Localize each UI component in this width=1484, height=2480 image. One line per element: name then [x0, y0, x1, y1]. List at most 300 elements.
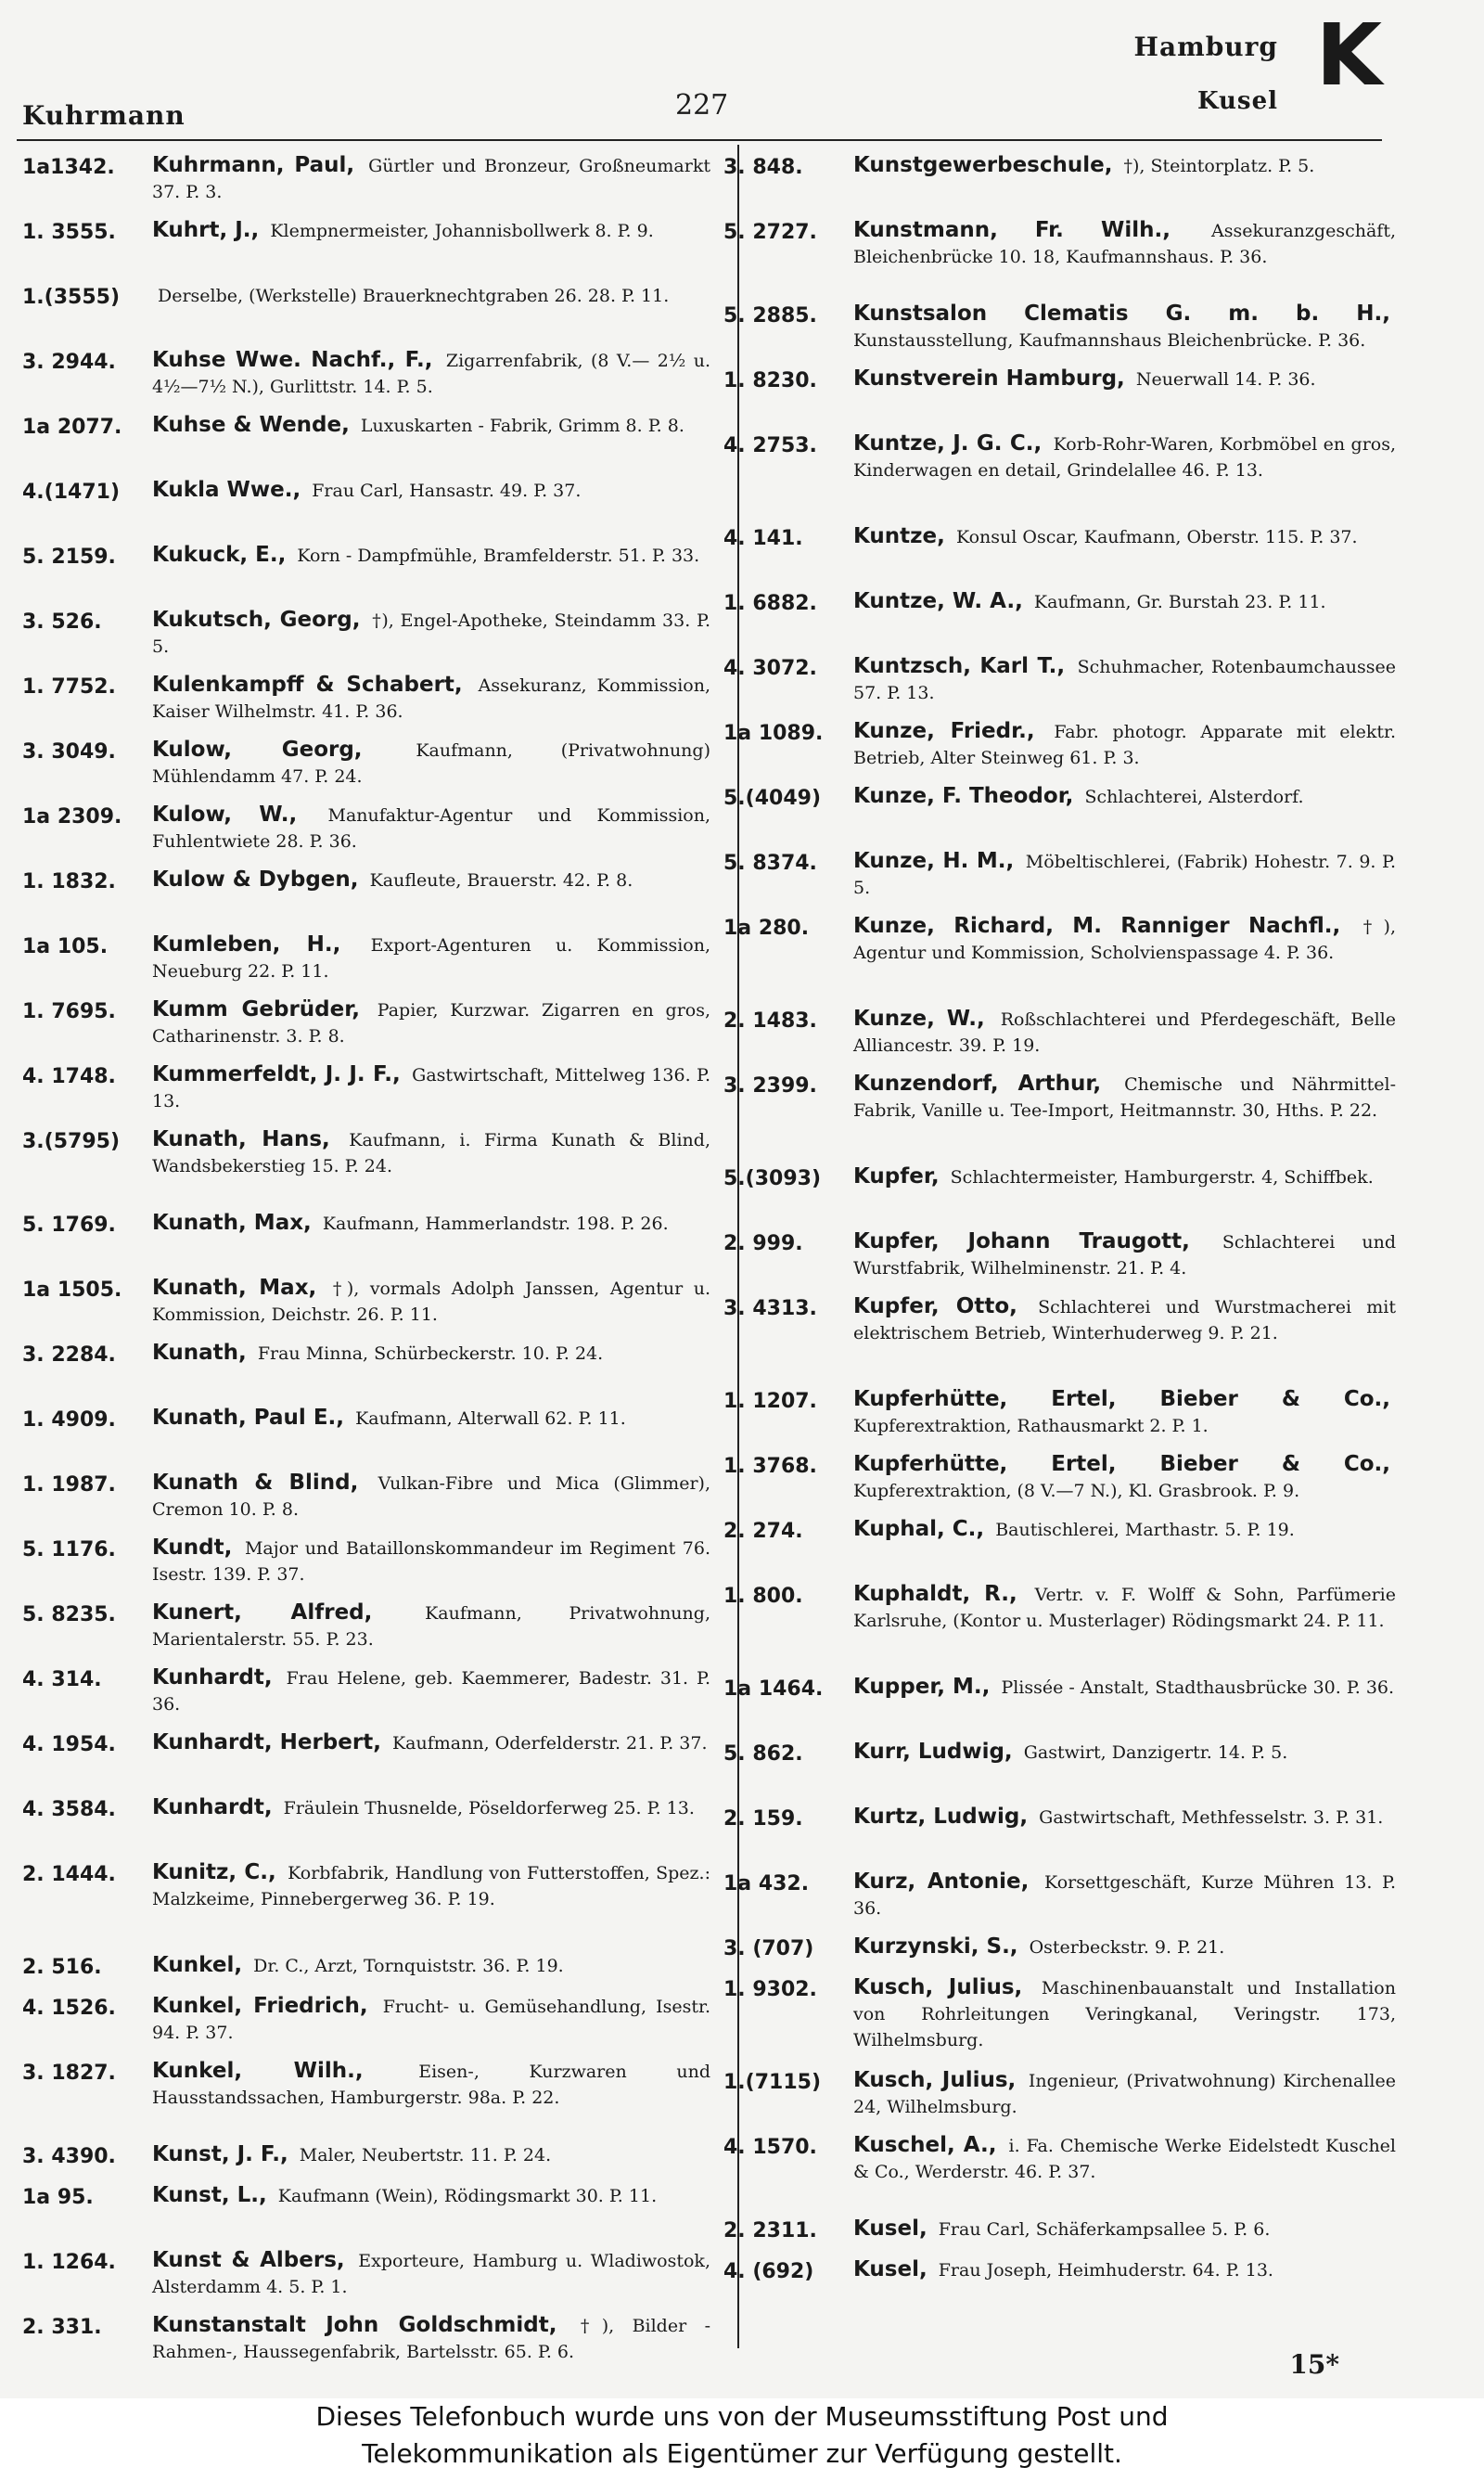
directory-entry: [22, 605, 710, 670]
entry-text: [152, 1663, 710, 1728]
phone-number: 4. 3072.: [723, 657, 817, 680]
entry-text: [152, 1950, 710, 1991]
entry-text: [853, 1802, 1396, 1867]
entry-text: [853, 429, 1396, 521]
phone-number: 1. 7752.: [22, 675, 116, 699]
subscriber-name: Kupferhütte, Ertel, Bieber & Co.,: [853, 1387, 1390, 1411]
directory-entry: [723, 2130, 1396, 2214]
subscriber-name: Kunath, Max,: [152, 1211, 312, 1235]
directory-entry: [22, 215, 710, 280]
entry-text: [853, 651, 1396, 716]
subscriber-name: Kulow & Dybgen,: [152, 867, 359, 892]
phone-number: 4. 1570.: [723, 2136, 817, 2159]
entry-text: [152, 1991, 710, 2056]
directory-entry: [22, 1598, 710, 1663]
subscriber-details: Eisen-, Kurzwaren und Hausstandssachen, Hamburgerstr. 98a. P. 22.: [152, 2062, 710, 2108]
subscriber-name: Kumm Gebrüder,: [152, 997, 360, 1022]
directory-entry: [22, 540, 710, 605]
subscriber-name: Kunhardt,: [152, 1665, 273, 1690]
subscriber-details: Kaufmann (Wein), Rödingsmarkt 30. P. 11.: [277, 2186, 658, 2206]
phone-number: 3. (707): [723, 1937, 814, 1960]
directory-entry: [22, 150, 710, 215]
subscriber-details: Kaufmann, Gr. Burstah 23. P. 11.: [1033, 592, 1326, 612]
subscriber-details: Zigarrenfabrik, (8 V.— 2½ u. 4½—7½ N.), Gurlittstr. 14. P. 5.: [152, 351, 710, 397]
directory-entry: [723, 215, 1396, 299]
entry-text: [853, 781, 1396, 846]
subscriber-name: Kuhrmann, Paul,: [152, 153, 355, 177]
notice-line-2: Telekommunikation als Eigentümer zur Verfügung gestellt.: [362, 2438, 1122, 2469]
entry-text: [853, 2130, 1396, 2214]
directory-entry: [723, 1004, 1396, 1069]
subscriber-name: Kunstgewerbeschule,: [853, 153, 1113, 177]
phone-number: 5.(3093): [723, 1167, 822, 1190]
entry-text: [853, 215, 1396, 299]
subscriber-details: Frau Minna, Schürbeckerstr. 10. P. 24.: [257, 1343, 604, 1364]
subscriber-name: Kunhardt, Herbert,: [152, 1730, 381, 1754]
subscriber-name: Kunstverein Hamburg,: [853, 366, 1125, 391]
entry-text: [853, 1932, 1396, 1972]
entry-text: [152, 1857, 710, 1950]
entry-text: [853, 521, 1396, 586]
entry-text: [853, 1227, 1396, 1291]
subscriber-details: †), Steintorplatz. P. 5.: [1123, 156, 1315, 176]
subscriber-details: Gastwirtschaft, Methfesselstr. 3. P. 31.: [1039, 1807, 1384, 1828]
phone-number: 1. 8230.: [723, 369, 817, 392]
directory-entry: [22, 735, 710, 800]
subscriber-name: Kunst & Albers,: [152, 2248, 345, 2272]
subscriber-name: Kunath,: [152, 1341, 247, 1365]
subscriber-name: Kupper, M.,: [853, 1675, 991, 1699]
phone-number: 1a 2077.: [22, 416, 122, 439]
subscriber-name: Kunze, Friedr.,: [853, 719, 1035, 743]
subscriber-name: Kunath, Max,: [152, 1276, 317, 1300]
subscriber-name: Kukutsch, Georg,: [152, 608, 361, 632]
entry-text: [152, 2310, 710, 2403]
phone-number: 4. 1526.: [22, 1997, 116, 2020]
entry-text: [853, 1972, 1396, 2065]
directory-entry: [22, 800, 710, 865]
subscriber-details: Chemische und Nährmittel-Fabrik, Vanille u. Tee-Import, Heitmannstr. 30, Hths. P. 22.: [853, 1074, 1396, 1121]
entry-text: [152, 1273, 710, 1338]
phone-number: 3. 1827.: [22, 2062, 116, 2085]
directory-entry: [723, 299, 1396, 364]
subscriber-details: †), vormals Adolph Janssen, Agentur u. Kommission, Deichstr. 26. P. 11.: [152, 1279, 710, 1325]
section-letter: K: [1315, 6, 1382, 105]
subscriber-details: Export-Agenturen u. Kommission, Neueburg 22. P. 11.: [152, 935, 710, 982]
phone-number: 1. 800.: [723, 1585, 803, 1608]
subscriber-name: Kusel,: [853, 2257, 928, 2281]
entry-text: [853, 2214, 1396, 2255]
phone-number: 2. 999.: [723, 1232, 803, 1255]
directory-entry: [723, 846, 1396, 911]
entry-text: [152, 1208, 710, 1273]
phone-number: 1. 1207.: [723, 1390, 817, 1413]
subscriber-details: Major und Bataillonskommandeur im Regiment 76. Isestr. 139. P. 37.: [152, 1538, 710, 1585]
phone-number: 1a 2309.: [22, 805, 122, 829]
phone-number: 4. 3584.: [22, 1798, 116, 1821]
subscriber-name: Kusch, Julius,: [853, 1975, 1023, 1999]
phone-number: 5. 1176.: [22, 1538, 116, 1561]
subscriber-name: Kunath & Blind,: [152, 1471, 359, 1495]
subscriber-details: Korb-Rohr-Waren, Korbmöbel en gros, Kinderwagen en detail, Grindelallee 46. P. 13.: [853, 434, 1396, 481]
phone-number: 1a1342.: [22, 156, 115, 179]
phone-number: 1. 3768.: [723, 1455, 817, 1478]
directory-entry: [22, 345, 710, 410]
entry-text: [152, 1060, 710, 1124]
phone-number: 1. 1264.: [22, 2251, 116, 2274]
subscriber-name: Kukuck, E.,: [152, 543, 287, 567]
page-number: 227: [675, 89, 729, 122]
ownership-notice: [0, 2398, 1484, 2480]
phone-number: 2. 516.: [22, 1956, 102, 1979]
directory-entry: [723, 2255, 1396, 2319]
subscriber-name: Kurtz, Ludwig,: [853, 1805, 1029, 1829]
phone-number: 3. 4313.: [723, 1297, 817, 1320]
subscriber-details: Schuhmacher, Rotenbaumchaussee 57. P. 13.: [853, 657, 1396, 703]
entry-text: [853, 911, 1396, 1004]
entry-text: [853, 846, 1396, 911]
subscriber-details: Gastwirt, Danzigertr. 14. P. 5.: [1023, 1742, 1288, 1763]
entry-text: [152, 735, 710, 800]
subscriber-details: Kaufmann, Privatwohnung, Marientalerstr. 55. P. 23.: [152, 1603, 710, 1650]
subscriber-details: Frau Carl, Hansastr. 49. P. 37.: [312, 481, 582, 501]
right-column: [723, 150, 1396, 2319]
subscriber-details: Kaufleute, Brauerstr. 42. P. 8.: [369, 870, 633, 891]
subscriber-details: Maler, Neubertstr. 11. P. 24.: [299, 2145, 552, 2165]
subscriber-name: Kundt,: [152, 1536, 233, 1560]
subscriber-name: Kusel,: [853, 2217, 928, 2241]
phone-number: 1. 6882.: [723, 592, 817, 615]
directory-entry: [22, 410, 710, 475]
directory-entry: [723, 716, 1396, 781]
subscriber-details: Osterbeckstr. 9. P. 21.: [1029, 1937, 1225, 1958]
phone-number: 5. 2885.: [723, 304, 817, 328]
entry-text: [152, 930, 710, 995]
subscriber-details: Gürtler und Bronzeur, Großneumarkt 37. P. 3.: [152, 156, 710, 202]
entry-text: [853, 1162, 1396, 1227]
subscriber-name: Kuschel, A.,: [853, 2133, 997, 2157]
directory-entry: [723, 1672, 1396, 1737]
entry-text: [853, 1579, 1396, 1672]
directory-entry: [723, 1802, 1396, 1867]
entry-text: [152, 995, 710, 1060]
subscriber-details: Kaufmann, Hammerlandstr. 198. P. 26.: [322, 1214, 669, 1234]
entry-text: [853, 1867, 1396, 1932]
phone-number: 2. 331.: [22, 2316, 102, 2339]
directory-entry: [22, 1060, 710, 1124]
subscriber-name: Kuphal, C.,: [853, 1517, 985, 1541]
subscriber-details: Fabr. photogr. Apparate mit elektr. Betrieb, Alter Steinweg 61. P. 3.: [853, 722, 1396, 768]
directory-entry: [723, 521, 1396, 586]
subscriber-name: Kunst, L.,: [152, 2183, 267, 2207]
directory-entry: [22, 1663, 710, 1728]
phone-number: 1a 1505.: [22, 1279, 122, 1302]
entry-text: [152, 1533, 710, 1598]
left-column: [22, 150, 710, 2403]
subscriber-details: Maschinenbauanstalt und Installation von Rohrleitungen Veringkanal, Veringstr. 173, Wilhelmsburg.: [853, 1978, 1396, 2050]
subscriber-name: Kukla Wwe.,: [152, 478, 301, 502]
running-head-city: Hamburg: [1133, 32, 1278, 62]
entry-text: [853, 1069, 1396, 1162]
entry-text: [853, 299, 1396, 364]
phone-number: 1. 4909.: [22, 1408, 116, 1432]
subscriber-details: Frau Carl, Schäferkampsallee 5. P. 6.: [938, 2219, 1271, 2240]
entry-text: [853, 2255, 1396, 2319]
directory-entry: [22, 2310, 710, 2403]
entry-text: [853, 1672, 1396, 1737]
subscriber-name: Kuphaldt, R.,: [853, 1582, 1017, 1606]
subscriber-details: Schlachtermeister, Hamburgerstr. 4, Schiffbek.: [950, 1167, 1374, 1188]
directory-entry: [723, 1737, 1396, 1802]
phone-number: 1.(7115): [723, 2071, 822, 2094]
phone-number: 5. 1769.: [22, 1214, 116, 1237]
subscriber-name: Kunath, Hans,: [152, 1127, 330, 1151]
entry-text: [152, 800, 710, 865]
subscriber-details: Neuerwall 14. P. 36.: [1135, 369, 1316, 390]
directory-entry: [723, 1932, 1396, 1972]
directory-entry: [22, 1991, 710, 2056]
subscriber-details: Kaufmann, Alterwall 62. P. 11.: [355, 1408, 626, 1429]
subscriber-details: Korsettgeschäft, Kurze Mühren 13. P. 36.: [853, 1872, 1396, 1919]
phone-number: 4. 1748.: [22, 1065, 116, 1088]
subscriber-name: Kulow, Georg,: [152, 738, 363, 762]
directory-entry: [22, 1533, 710, 1598]
entry-text: [853, 1291, 1396, 1384]
entry-text: [853, 1004, 1396, 1069]
subscriber-name: Kupfer,: [853, 1164, 940, 1189]
subscriber-name: Kunze, F. Theodor,: [853, 784, 1074, 808]
directory-entry: [22, 995, 710, 1060]
header-rule: [17, 139, 1382, 141]
subscriber-name: Kupfer, Johann Traugott,: [853, 1229, 1190, 1253]
entry-text: [152, 2139, 710, 2180]
directory-entry: [22, 865, 710, 930]
subscriber-name: Kunhardt,: [152, 1795, 273, 1819]
subscriber-details: Kaufmann, Oderfelderstr. 21. P. 37.: [391, 1733, 708, 1754]
subscriber-name: Kunkel, Friedrich,: [152, 1994, 368, 2018]
subscriber-details: Manufaktur-Agentur und Kommission, Fuhlentwiete 28. P. 36.: [152, 805, 710, 852]
entry-text: [853, 1514, 1396, 1579]
subscriber-details: Vulkan-Fibre und Mica (Glimmer), Cremon 10. P. 8.: [152, 1473, 710, 1520]
directory-entry: [22, 930, 710, 995]
directory-entry: [723, 1227, 1396, 1291]
phone-number: 1. 9302.: [723, 1978, 817, 2001]
directory-entry: [723, 1867, 1396, 1932]
subscriber-details: Dr. C., Arzt, Tornquiststr. 36. P. 19.: [253, 1956, 564, 1976]
running-head-left: Kuhrmann: [22, 100, 186, 131]
entry-text: [152, 280, 710, 345]
subscriber-name: Kunath, Paul E.,: [152, 1406, 345, 1430]
directory-entry: [723, 2214, 1396, 2255]
subscriber-details: †), Engel-Apotheke, Steindamm 33. P. 5.: [152, 610, 710, 657]
entry-text: [152, 410, 710, 475]
phone-number: 3. 2284.: [22, 1343, 116, 1367]
subscriber-details: †), Agentur und Kommission, Scholvienspassage 4. P. 36.: [853, 917, 1396, 963]
phone-number: 1a 1464.: [723, 1677, 824, 1701]
subscriber-details: Assekuranz, Kommission, Kaiser Wilhelmstr. 41. P. 36.: [152, 675, 710, 722]
subscriber-name: Kurzynski, S.,: [853, 1934, 1018, 1959]
subscriber-name: Kunze, H. M.,: [853, 849, 1015, 873]
subscriber-details: Fräulein Thusnelde, Pöseldorferweg 25. P. 13.: [283, 1798, 695, 1818]
entry-text: [152, 605, 710, 670]
subscriber-details: Derselbe, (Werkstelle) Brauerknechtgraben 26. 28. P. 11.: [158, 286, 670, 306]
subscriber-details: Konsul Oscar, Kaufmann, Oberstr. 115. P. 37.: [955, 527, 1358, 547]
directory-entry: [22, 2056, 710, 2139]
entry-text: [853, 716, 1396, 781]
subscriber-name: Kummerfeldt, J. J. F.,: [152, 1062, 401, 1086]
subscriber-details: Schlachterei und Wurstfabrik, Wilhelminenstr. 21. P. 4.: [853, 1232, 1396, 1279]
phone-number: 1a 105.: [22, 935, 109, 958]
subscriber-name: Kunst, J. F.,: [152, 2142, 288, 2166]
directory-entry: [22, 1857, 710, 1950]
subscriber-details: Luxuskarten - Fabrik, Grimm 8. P. 8.: [360, 416, 684, 436]
directory-entry: [22, 2139, 710, 2180]
entry-text: [152, 1338, 710, 1403]
subscriber-name: Kuhse & Wende,: [152, 413, 350, 437]
subscriber-details: Klempnermeister, Johannisbollwerk 8. P. 9.: [270, 221, 654, 241]
entry-text: [853, 1384, 1396, 1449]
entry-text: [152, 150, 710, 215]
subscriber-name: Kuntzsch, Karl T.,: [853, 654, 1066, 678]
subscriber-name: Kuhse Wwe. Nachf., F.,: [152, 348, 433, 372]
directory-entry: [723, 2065, 1396, 2130]
subscriber-details: Kaufmann, i. Firma Kunath & Blind, Wandsbekerstieg 15. P. 24.: [152, 1130, 710, 1176]
subscriber-details: Vertr. v. F. Wolff & Sohn, Parfümerie Karlsruhe, (Kontor u. Musterlager) Rödingsmarkt 24. P. 11.: [853, 1585, 1396, 1631]
directory-entry: [723, 429, 1396, 521]
entry-text: [152, 1468, 710, 1533]
subscriber-name: Kupferhütte, Ertel, Bieber & Co.,: [853, 1452, 1390, 1476]
phone-number: 1a 432.: [723, 1872, 810, 1895]
directory-entry: [723, 586, 1396, 651]
phone-number: 1. 1832.: [22, 870, 116, 893]
directory-entry: [723, 1972, 1396, 2065]
directory-entry: [22, 1403, 710, 1468]
phone-number: 3. 2399.: [723, 1074, 817, 1098]
subscriber-details: Kupferextraktion, Rathausmarkt 2. P. 1.: [853, 1416, 1209, 1436]
subscriber-name: Kunze, W.,: [853, 1007, 985, 1031]
directory-entry: [22, 670, 710, 735]
phone-number: 4. 141.: [723, 527, 803, 550]
subscriber-name: Kurz, Antonie,: [853, 1870, 1030, 1894]
subscriber-name: Kulow, W.,: [152, 803, 298, 827]
directory-entry: [723, 781, 1396, 846]
subscriber-name: Kuntze, W. A.,: [853, 589, 1023, 613]
subscriber-details: Schlachterei und Wurstmacherei mit elektrischem Betrieb, Winterhuderweg 9. P. 21.: [853, 1297, 1396, 1343]
directory-entry: [723, 1162, 1396, 1227]
directory-entry: [22, 1468, 710, 1533]
directory-entry: [22, 1338, 710, 1403]
subscriber-details: Frau Helene, geb. Kaemmerer, Badestr. 31. P. 36.: [152, 1668, 710, 1715]
subscriber-details: Assekuranzgeschäft, Bleichenbrücke 10. 18, Kaufmannshaus. P. 36.: [853, 221, 1396, 267]
subscriber-details: Schlachterei, Alsterdorf.: [1084, 787, 1304, 807]
subscriber-name: Kunert, Alfred,: [152, 1600, 373, 1625]
subscriber-details: Korbfabrik, Handlung von Futterstoffen, Spez.: Malzkeime, Pinnebergerweg 36. P. 19.: [152, 1863, 710, 1909]
directory-entry: [723, 911, 1396, 1004]
phone-number: 5. 8374.: [723, 852, 817, 875]
directory-entry: [22, 475, 710, 540]
directory-entry: [22, 1124, 710, 1208]
subscriber-details: Frucht- u. Gemüsehandlung, Isestr. 94. P. 37.: [152, 1997, 710, 2043]
phone-number: 3.(5795): [22, 1130, 121, 1153]
phone-number: 1a 95.: [22, 2186, 94, 2209]
directory-entry: [723, 150, 1396, 215]
subscriber-details: i. Fa. Chemische Werke Eidelstedt Kuschel & Co., Werderstr. 46. P. 37.: [853, 2136, 1396, 2182]
directory-entry: [723, 1291, 1396, 1384]
phone-number: 1. 3555.: [22, 221, 116, 244]
subscriber-name: Kurr, Ludwig,: [853, 1740, 1013, 1764]
subscriber-details: Kupferextraktion, (8 V.—7 N.), Kl. Grasbrook. P. 9.: [853, 1481, 1300, 1501]
phone-number: 3. 3049.: [22, 740, 116, 764]
subscriber-name: Kunitz, C.,: [152, 1860, 276, 1884]
directory-entry: [723, 1449, 1396, 1514]
phone-number: 2. 1444.: [22, 1863, 116, 1886]
subscriber-details: Papier, Kurzwar. Zigarren en gros, Catharinenstr. 3. P. 8.: [152, 1000, 710, 1047]
directory-entry: [723, 1069, 1396, 1162]
phone-number: 2. 159.: [723, 1807, 803, 1831]
directory-entry: [22, 1728, 710, 1793]
entry-text: [152, 1793, 710, 1857]
phone-number: 5. 2727.: [723, 221, 817, 244]
phone-number: 5. 862.: [723, 1742, 803, 1766]
entry-text: [152, 1598, 710, 1663]
phone-number: 3. 4390.: [22, 2145, 116, 2168]
directory-entry: [723, 1514, 1396, 1579]
subscriber-details: Korn - Dampfmühle, Bramfelderstr. 51. P. 33.: [297, 546, 700, 566]
directory-entry: [723, 651, 1396, 716]
subscriber-details: Bautischlerei, Marthastr. 5. P. 19.: [995, 1520, 1295, 1540]
subscriber-details: †), Bilder - Rahmen-, Haussegenfabrik, Bartelsstr. 65. P. 6.: [152, 2316, 710, 2362]
entry-text: [152, 215, 710, 280]
entry-text: [152, 2180, 710, 2245]
phone-number: 5. 2159.: [22, 546, 116, 569]
subscriber-details: Kunstausstellung, Kaufmannshaus Bleichenbrücke. P. 36.: [853, 330, 1366, 351]
phone-number: 5. 8235.: [22, 1603, 116, 1626]
subscriber-name: Kunkel, Wilh.,: [152, 2059, 364, 2083]
subscriber-name: Kusch, Julius,: [853, 2068, 1017, 2092]
subscriber-details: Plissée - Anstalt, Stadthausbrücke 30. P. 36.: [1001, 1677, 1395, 1698]
phone-number: 2. 274.: [723, 1520, 803, 1543]
entry-text: [152, 2056, 710, 2139]
subscriber-details: Gastwirtschaft, Mittelweg 136. P. 13.: [152, 1065, 710, 1112]
phone-number: 4. (692): [723, 2260, 814, 2283]
subscriber-name: Kuntze, J. G. C.,: [853, 431, 1043, 456]
subscriber-details: Kaufmann, (Privatwohnung) Mühlendamm 47. P. 24.: [152, 740, 710, 787]
phone-number: 3. 2944.: [22, 351, 116, 374]
entry-text: [152, 865, 710, 930]
phone-number: 3. 526.: [22, 610, 102, 634]
phone-number: 1. 1987.: [22, 1473, 116, 1497]
directory-entry: [22, 1273, 710, 1338]
entry-text: [152, 2245, 710, 2310]
subscriber-details: Roßschlachterei und Pferdegeschäft, Belle Alliancestr. 39. P. 19.: [853, 1009, 1396, 1056]
subscriber-details: Möbeltischlerei, (Fabrik) Hohestr. 7. 9. P. 5.: [853, 852, 1396, 898]
entry-text: [152, 670, 710, 735]
subscriber-name: Kunzendorf, Arthur,: [853, 1072, 1102, 1096]
phone-number: 2. 2311.: [723, 2219, 817, 2242]
phone-number: 4. 1954.: [22, 1733, 116, 1756]
phone-number: 1. 7695.: [22, 1000, 116, 1023]
entry-text: [152, 1403, 710, 1468]
phone-number: 1a 280.: [723, 917, 810, 940]
directory-entry: [22, 1950, 710, 1991]
phone-number: 3. 848.: [723, 156, 803, 179]
directory-entry: [22, 280, 710, 345]
phone-number: 1a 1089.: [723, 722, 824, 745]
entry-text: [853, 2065, 1396, 2130]
subscriber-name: Kumleben, H.,: [152, 932, 341, 957]
entry-text: [853, 1737, 1396, 1802]
directory-entry: [723, 364, 1396, 429]
